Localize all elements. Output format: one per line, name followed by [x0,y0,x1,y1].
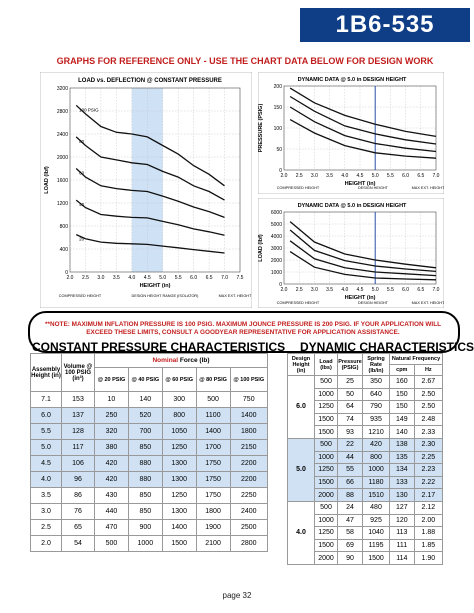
x-tick-label: 7.0 [432,287,440,293]
table-cell: 5.5 [31,424,62,440]
dynamic-title: DYNAMIC CHARACTERISTICS [300,340,474,354]
col-force-pressure: @ 40 PSIG [128,368,162,392]
table-cell: 1400 [162,520,196,536]
table-cell: 50 [338,388,363,401]
col-natural-frequency: Natural Frequency [390,354,443,365]
table-cell: 3.5 [31,488,62,504]
part-number-banner: 1B6-535 [300,8,470,42]
table-cell: 2.30 [414,438,442,451]
table-cell: 1250 [162,440,196,456]
x-tick-label: 3.5 [326,173,334,179]
table-cell: 420 [95,472,129,488]
x-tick-label: 3.0 [97,275,105,281]
y-axis-label: LOAD (lbf) [44,166,50,194]
x-tick-label: 6.5 [205,275,213,281]
design-height-cell: 6.0 [288,376,315,439]
dynamic-table [287,353,443,565]
table-cell: 114 [390,552,415,565]
table-cell: 500 [196,392,230,408]
col-spring-rate: Spring Rate (lb/in) [363,354,390,376]
table-cell: 800 [363,451,390,464]
page-number: page 32 [222,591,252,600]
table-row [31,504,268,520]
chart-annotation: COMPRESSED HEIGHT [276,301,320,305]
table-cell: 120 [390,514,415,527]
table-cell: 1000 [363,464,390,477]
table-cell: 149 [390,413,415,426]
table-cell: 88 [338,489,363,502]
table-cell: 2500 [230,520,268,536]
series-label: 40 [79,202,85,208]
x-tick-label: 3.5 [112,275,120,281]
table-row [31,472,268,488]
y-tick-label: 400 [59,247,68,253]
table-cell: 2.23 [414,464,442,477]
table-cell: 140 [128,392,162,408]
table-cell: 2.50 [414,388,442,401]
x-tick-label: 4.5 [356,173,364,179]
table-cell: 1500 [315,426,338,439]
chart1-title: LOAD vs. DEFLECTION @ CONSTANT PRESSURE [78,78,222,84]
table-cell: 1000 [128,536,162,552]
table-cell: 2800 [230,536,268,552]
chart-annotation: DESIGN HEIGHT [358,301,388,305]
table-cell: 440 [95,504,129,520]
y-tick-label: 1200 [56,201,68,207]
table-cell: 1500 [162,536,196,552]
table-row [31,392,268,408]
design-height-cell: 5.0 [288,438,315,501]
table-cell: 1.90 [414,552,442,565]
x-tick-label: 5.5 [386,287,394,293]
y-tick-label: 0 [279,168,282,174]
col-nominal-force [95,354,268,368]
table-cell: 1400 [196,424,230,440]
table-cell: 790 [363,401,390,414]
graphs-header: GRAPHS FOR REFERENCE ONLY - USE THE CHART DATA BELOW FOR DESIGN WORK [56,56,434,66]
table-cell: 1040 [363,527,390,540]
col-volume: Volume @ 100 PSIG (in³) [62,354,95,392]
series-label: 80 [79,138,85,144]
table-cell: 1000 [315,451,338,464]
y-tick-label: 150 [273,105,282,111]
table-cell: 2.12 [414,501,442,514]
table-cell: 106 [62,456,95,472]
table-cell: 55 [338,464,363,477]
nominal-label: Nominal [152,357,179,364]
table-cell: 10 [95,392,129,408]
table-cell: 2.22 [414,476,442,489]
table-cell: 2200 [230,472,268,488]
x-tick-label: 5.0 [159,275,167,281]
table-cell: 111 [390,539,415,552]
table-cell: 1500 [315,539,338,552]
table-row [288,376,443,389]
constant-pressure-title: CONSTANT PRESSURE CHARACTERISTICS [32,340,286,354]
table-cell: 1300 [162,504,196,520]
table-cell: 1700 [196,440,230,456]
table-cell: 420 [95,456,129,472]
table-cell: 6.0 [31,408,62,424]
table-cell: 1050 [162,424,196,440]
table-cell: 2100 [196,536,230,552]
table-cell: 47 [338,514,363,527]
table-cell: 935 [363,413,390,426]
x-tick-label: 5.5 [386,173,394,179]
col-force-pressure: @ 80 PSIG [196,368,230,392]
y-tick-label: 2000 [56,155,68,161]
x-tick-label: 5.0 [371,173,379,179]
col-load: Load (lbs) [315,354,338,376]
table-cell: 65 [62,520,95,536]
table-cell: 24 [338,501,363,514]
chart-annotation: COMPRESSED HEIGHT [58,294,102,298]
x-tick-label: 6.0 [190,275,198,281]
table-cell: 64 [338,401,363,414]
table-cell: 1510 [363,489,390,502]
table-cell: 2.50 [414,401,442,414]
table-cell: 96 [62,472,95,488]
x-tick-label: 4.5 [143,275,151,281]
chart-annotation: DESIGN HEIGHT RANGE (ISOLATOR) [131,294,199,298]
x-tick-label: 4.0 [341,173,349,179]
table-row [31,488,268,504]
table-cell: 140 [390,426,415,439]
y-axis-label: LOAD (lbf) [258,234,264,262]
table-cell: 420 [363,438,390,451]
table-cell: 1.85 [414,539,442,552]
col-design-height: Design Height (in) [288,354,315,376]
table-cell: 850 [128,440,162,456]
y-tick-label: 1600 [56,178,68,184]
table-cell: 86 [62,488,95,504]
x-tick-label: 5.0 [371,287,379,293]
table-cell: 1750 [196,472,230,488]
table-cell: 2000 [315,489,338,502]
table-cell: 850 [128,504,162,520]
table-cell: 2.17 [414,489,442,502]
y-tick-label: 0 [279,282,282,288]
y-tick-label: 1000 [270,270,282,276]
table-row [31,424,268,440]
table-cell: 2.48 [414,413,442,426]
x-tick-label: 2.5 [81,275,89,281]
table-row [31,520,268,536]
table-cell: 76 [62,504,95,520]
table-cell: 1500 [363,552,390,565]
table-cell: 1250 [315,527,338,540]
table-cell: 2.33 [414,426,442,439]
chart-annotation: MAX EXT. HEIGHT [411,186,444,190]
y-tick-label: 100 [273,126,282,132]
chart-annotation: DESIGN HEIGHT [358,186,388,190]
table-cell: 1000 [315,388,338,401]
table-cell: 500 [315,376,338,389]
x-tick-label: 7.5 [236,275,244,281]
table-cell: 69 [338,539,363,552]
table-cell: 1180 [363,476,390,489]
table-cell: 1800 [230,424,268,440]
table-cell: 430 [95,488,129,504]
table-cell: 480 [363,501,390,514]
table-cell: 900 [128,520,162,536]
table-cell: 1400 [230,408,268,424]
x-axis-label: HEIGHT (in) [344,181,376,187]
chart3-title: DYNAMIC DATA @ 5.0 in DESIGN HEIGHT [297,203,407,209]
y-tick-label: 2400 [56,132,68,138]
table-cell: 2250 [230,488,268,504]
chart-annotation: COMPRESSED HEIGHT [276,186,320,190]
table-cell: 1210 [363,426,390,439]
table-cell: 4.5 [31,456,62,472]
col-cpm: cpm [390,365,415,376]
table-cell: 2200 [230,456,268,472]
dynamic-pressure-chart [258,72,444,194]
x-tick-label: 3.0 [310,287,318,293]
table-cell: 5.0 [31,440,62,456]
x-tick-label: 2.5 [295,287,303,293]
table-cell: 4.0 [31,472,62,488]
y-tick-label: 6000 [270,210,282,216]
table-cell: 3.0 [31,504,62,520]
table-cell: 250 [95,408,129,424]
design-height-cell: 4.0 [288,501,315,564]
table-cell: 1750 [196,456,230,472]
x-tick-label: 4.5 [356,287,364,293]
y-tick-label: 200 [273,84,282,90]
constant-pressure-table [30,353,268,552]
table-cell: 2.67 [414,376,442,389]
y-tick-label: 2800 [56,109,68,115]
table-cell: 380 [95,440,129,456]
table-cell: 113 [390,527,415,540]
table-cell: 750 [230,392,268,408]
table-row [31,408,268,424]
table-cell: 1.88 [414,527,442,540]
table-cell: 470 [95,520,129,536]
x-tick-label: 3.5 [326,287,334,293]
table-cell: 350 [363,376,390,389]
table-cell: 153 [62,392,95,408]
col-force-pressure: @ 60 PSIG [162,368,196,392]
table-cell: 58 [338,527,363,540]
table-cell: 500 [315,501,338,514]
table-cell: 135 [390,451,415,464]
table-cell: 54 [62,536,95,552]
x-tick-label: 2.0 [280,287,288,293]
table-cell: 93 [338,426,363,439]
y-tick-label: 5000 [270,222,282,228]
table-cell: 1100 [196,408,230,424]
table-row [288,501,443,514]
table-row [31,440,268,456]
table-cell: 1800 [196,504,230,520]
table-cell: 300 [162,392,196,408]
table-cell: 2150 [230,440,268,456]
table-cell: 1500 [315,413,338,426]
y-tick-label: 2000 [270,258,282,264]
warning-note: **NOTE: MAXIMUM INFLATION PRESSURE IS 100 PSIG. MAXIMUM JOUNCE PRESSURE IS 200 PSIG. IF YOUR APPLICATION WILL EXCEED THESE LIMITS, CONSULT A GOODYEAR REPRESENTATIVE FOR APPLICATION ASSISTANCE. [44,321,442,336]
force-label: Force (lb) [179,357,210,364]
col-pressure: Pressure (PSIG) [338,354,363,376]
table-cell: 130 [390,489,415,502]
table-cell: 1900 [196,520,230,536]
table-cell: 22 [338,438,363,451]
series-label: 60 [79,170,85,176]
table-cell: 134 [390,464,415,477]
table-cell: 127 [390,501,415,514]
table-cell: 320 [95,424,129,440]
table-cell: 880 [128,456,162,472]
table-cell: 150 [390,388,415,401]
y-tick-label: 4000 [270,234,282,240]
table-cell: 1250 [315,464,338,477]
x-axis-label: HEIGHT (in) [344,295,376,301]
y-tick-label: 50 [276,147,282,153]
table-cell: 44 [338,451,363,464]
x-tick-label: 2.0 [66,275,74,281]
table-row [288,438,443,451]
col-hz: Hz [414,365,442,376]
table-cell: 2.25 [414,451,442,464]
x-tick-label: 2.5 [295,173,303,179]
dynamic-load-chart [258,198,444,308]
col-assembly-height: Assembly Height (in) [31,354,62,392]
col-force-pressure: @ 100 PSIG [230,368,268,392]
table-cell: 2000 [315,552,338,565]
chart2-title: DYNAMIC DATA @ 5.0 in DESIGN HEIGHT [297,77,407,83]
table-cell: 1195 [363,539,390,552]
table-cell: 90 [338,552,363,565]
table-cell: 880 [128,472,162,488]
table-cell: 2.5 [31,520,62,536]
table-cell: 850 [128,488,162,504]
x-tick-label: 3.0 [310,173,318,179]
series-label: 100 PSIG [79,107,99,113]
x-tick-label: 7.0 [432,173,440,179]
chart-annotation: MAX EXT. HEIGHT [411,301,444,305]
table-row [31,536,268,552]
table-cell: 1000 [315,514,338,527]
x-tick-label: 5.5 [174,275,182,281]
table-cell: 137 [62,408,95,424]
table-cell: 1250 [162,488,196,504]
table-cell: 66 [338,476,363,489]
x-tick-label: 6.0 [402,173,410,179]
table-cell: 25 [338,376,363,389]
table-cell: 520 [128,408,162,424]
table-cell: 160 [390,376,415,389]
col-force-pressure: @ 20 PSIG [95,368,129,392]
table-cell: 117 [62,440,95,456]
table-cell: 925 [363,514,390,527]
x-tick-label: 4.0 [341,287,349,293]
y-tick-label: 0 [65,270,68,276]
table-cell: 1750 [196,488,230,504]
table-cell: 128 [62,424,95,440]
table-cell: 2.0 [31,536,62,552]
y-tick-label: 800 [59,224,68,230]
table-cell: 800 [162,408,196,424]
table-row [31,456,268,472]
y-tick-label: 3000 [270,246,282,252]
x-tick-label: 6.5 [417,173,425,179]
x-tick-label: 4.0 [128,275,136,281]
chart-annotation: MAX EXT. HEIGHT [218,294,252,298]
y-tick-label: 3200 [56,86,68,92]
table-cell: 74 [338,413,363,426]
table-cell: 500 [315,438,338,451]
table-cell: 150 [390,401,415,414]
table-cell: 1250 [315,401,338,414]
table-cell: 138 [390,438,415,451]
table-cell: 1300 [162,472,196,488]
table-cell: 500 [95,536,129,552]
x-tick-label: 2.0 [280,173,288,179]
x-tick-label: 6.0 [402,287,410,293]
table-cell: 2.00 [414,514,442,527]
y-axis-label: PRESSURE (PSIG) [258,103,264,153]
table-cell: 1300 [162,456,196,472]
x-tick-label: 7.0 [221,275,229,281]
table-cell: 700 [128,424,162,440]
load-deflection-chart [40,72,252,308]
table-cell: 7.1 [31,392,62,408]
series-label: 20 [79,236,85,242]
x-tick-label: 6.5 [417,287,425,293]
table-cell: 133 [390,476,415,489]
table-cell: 2400 [230,504,268,520]
table-cell: 1500 [315,476,338,489]
x-axis-label: HEIGHT (in) [139,283,171,289]
table-cell: 640 [363,388,390,401]
